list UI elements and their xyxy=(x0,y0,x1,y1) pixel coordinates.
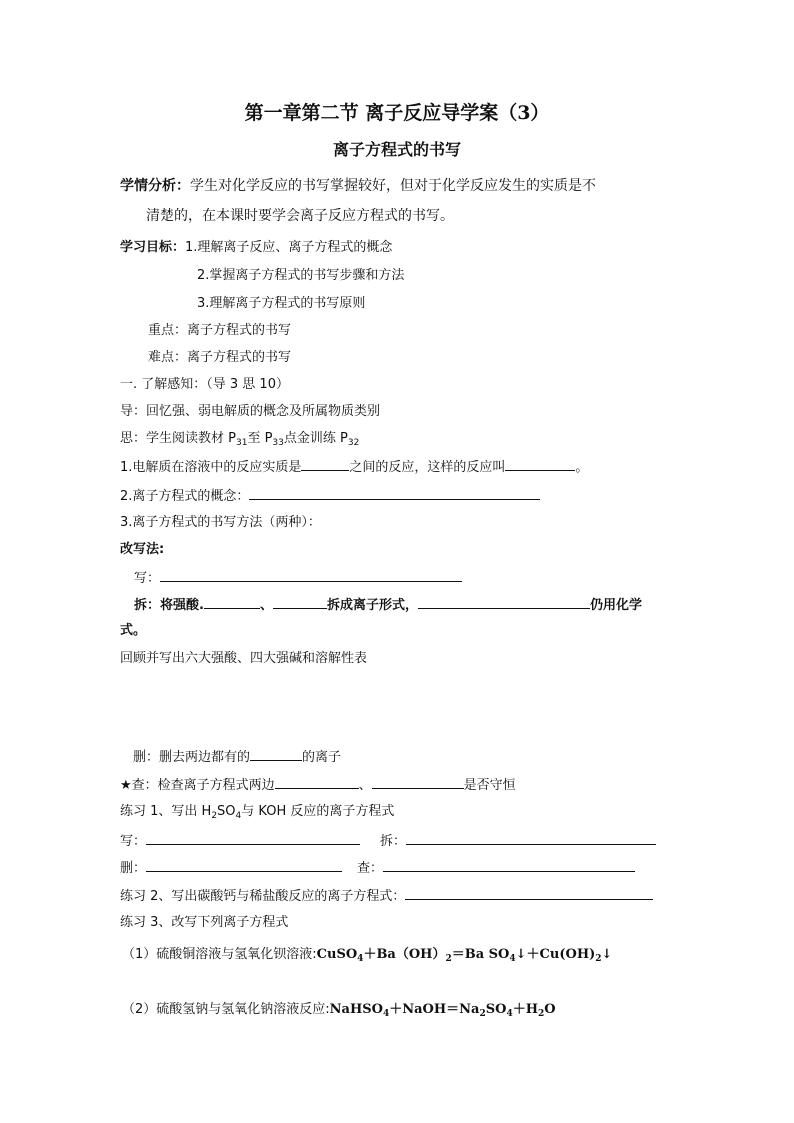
ex1-write-label: 写： xyxy=(120,834,147,849)
split-blank-3[interactable] xyxy=(418,594,590,609)
q1-blank-2[interactable] xyxy=(505,456,575,471)
split-blank-2[interactable] xyxy=(273,594,327,609)
item2-sub-3: 4 xyxy=(506,1009,513,1019)
item2-sub-4: 2 xyxy=(538,1009,545,1019)
split-step xyxy=(134,594,642,616)
think-text-a: 思：学生阅读教材 P xyxy=(120,431,236,446)
item1-part-2: ＋Ba（OH） xyxy=(363,947,446,962)
item1-part-3: ＝Ba SO xyxy=(451,947,510,962)
q1-text-b: 之间的反应，这样的反应叫 xyxy=(349,460,506,475)
split-blank-1[interactable] xyxy=(204,594,260,609)
item1-label: （1）硫酸铜溶液与氢氧化钡溶液: xyxy=(122,947,317,962)
ex2-blank[interactable] xyxy=(405,885,653,900)
split-text-c: 拆成离子形式， xyxy=(326,598,418,613)
item2-sub-1: 4 xyxy=(382,1009,390,1019)
check-blank-2[interactable] xyxy=(372,774,464,789)
think-sub-2: 33 xyxy=(272,438,284,448)
item2-label: （2）硫酸氢钠与氢氧化钠溶液反应: xyxy=(122,1002,330,1017)
page-title: 第一章第二节 离子反应导学案（3） xyxy=(244,102,550,124)
guide-line: 导：回忆强、弱电解质的概念及所属物质类别 xyxy=(120,404,381,419)
analysis-text-1: 学生对化学反应的书写掌握较好，但对于化学反应发生的实质是不 xyxy=(190,178,596,194)
q1-text-c: 。 xyxy=(575,460,589,475)
check-step xyxy=(120,774,516,796)
ex2-text: 练习 2、写出碳酸钙与稀盐酸反应的离子方程式： xyxy=(120,889,406,904)
ex1-check-label: 查： xyxy=(357,861,384,876)
item2-part-4: ＋H xyxy=(512,1002,539,1017)
q1-blank-1[interactable] xyxy=(301,456,349,471)
split-text-a: 拆：将强酸. xyxy=(134,598,204,613)
ex1-sub-2: 4 xyxy=(235,811,242,821)
ex1-check-blank[interactable] xyxy=(383,857,635,872)
exercise-3: 练习 3、改写下列离子方程式 xyxy=(120,915,289,930)
key-point: 重点：离子方程式的书写 xyxy=(148,323,292,338)
split-text-d: 仍用化学 xyxy=(589,598,642,613)
item1-sub-3: 4 xyxy=(509,954,516,964)
exercise-1 xyxy=(120,802,394,826)
think-text-b: 至 P xyxy=(247,431,273,446)
goal-item-2: 2.掌握离子方程式的书写步骤和方法 xyxy=(197,268,405,283)
check-blank-1[interactable] xyxy=(275,774,359,789)
check-text-c: 是否守恒 xyxy=(463,778,516,793)
ex1-split-label: 拆： xyxy=(380,834,407,849)
rewrite-method: 改写法: xyxy=(120,542,165,557)
check-text-b: 、 xyxy=(358,778,372,793)
ex1-write-blank[interactable] xyxy=(146,830,360,845)
section-heading: 一. 了解感知：（导 3 思 10） xyxy=(120,377,289,392)
item1-part-1: CuSO xyxy=(316,947,358,962)
delete-text-a: 删：删去两边都有的 xyxy=(133,750,251,765)
write-blank[interactable] xyxy=(160,567,462,582)
item1-sub-4: 2 xyxy=(595,954,602,964)
delete-text-b: 的离子 xyxy=(302,750,342,765)
goal-item-1: 1.理解离子反应、离子方程式的概念 xyxy=(185,240,393,255)
q2-text: 2.离子方程式的概念： xyxy=(120,489,250,504)
think-text-c: 点金训练 P xyxy=(283,431,348,446)
item1-part-4: ↓＋Cu(OH) xyxy=(515,947,596,962)
item1-part-5: ↓ xyxy=(601,947,613,962)
exercise-3-item-2 xyxy=(122,1000,556,1024)
item2-equation xyxy=(330,1002,556,1017)
ex1-check-line xyxy=(357,857,635,879)
analysis-text-2: 清楚的，在本课时要学会离子反应方程式的书写。 xyxy=(146,208,454,224)
item1-equation xyxy=(317,947,613,962)
delete-blank[interactable] xyxy=(250,746,302,761)
goals-label: 学习目标： xyxy=(120,240,186,255)
ex1-text-b: SO xyxy=(217,804,236,819)
item2-part-2: ＋NaOH＝Na xyxy=(389,1002,480,1017)
q2-blank[interactable] xyxy=(249,485,540,500)
analysis-line-1 xyxy=(120,176,596,196)
review-line: 回顾并写出六大强酸、四大强碱和溶解性表 xyxy=(120,651,368,666)
item2-sub-2: 2 xyxy=(479,1009,486,1019)
item2-part-3: SO xyxy=(485,1002,507,1017)
split-text-e: 式。 xyxy=(120,623,147,638)
write-step xyxy=(134,567,462,589)
analysis-label: 学情分析： xyxy=(120,178,190,194)
q1-text-a: 1.电解质在溶液中的反应实质是 xyxy=(120,460,302,475)
write-label: 写： xyxy=(134,571,161,586)
item1-sub-2: 2 xyxy=(445,954,452,964)
ex1-text-a: 练习 1、写出 H xyxy=(120,804,212,819)
think-line xyxy=(120,429,359,453)
item1-sub-1: 4 xyxy=(357,954,364,964)
ex1-split-line xyxy=(380,830,656,852)
item2-part-5: O xyxy=(544,1002,556,1017)
question-2 xyxy=(120,485,540,507)
difficulty-point: 难点：离子方程式的书写 xyxy=(148,350,292,365)
ex1-text-c: 与 KOH 反应的离子方程式 xyxy=(241,804,395,819)
ex1-sub-1: 2 xyxy=(211,811,218,821)
goal-item-3: 3.理解离子方程式的书写原则 xyxy=(197,296,366,311)
ex1-split-blank[interactable] xyxy=(406,830,656,845)
exercise-2 xyxy=(120,885,653,907)
split-text-b: 、 xyxy=(259,598,273,613)
goals-line-1 xyxy=(120,238,392,258)
exercise-3-item-1 xyxy=(122,945,612,969)
page-subtitle: 离子方程式的书写 xyxy=(332,140,461,159)
check-text-a: ★查：检查离子方程式两边 xyxy=(120,778,275,793)
think-sub-1: 31 xyxy=(235,438,248,448)
ex1-delete-blank[interactable] xyxy=(146,857,342,872)
think-sub-3: 32 xyxy=(347,438,360,448)
question-3: 3.离子方程式的书写方法（两种）： xyxy=(120,515,321,530)
ex1-write-line xyxy=(120,830,360,852)
delete-step xyxy=(133,746,341,768)
ex1-delete-line xyxy=(120,857,342,879)
item2-part-1: NaHSO xyxy=(329,1002,383,1017)
question-1 xyxy=(120,456,588,478)
ex1-delete-label: 删： xyxy=(120,861,147,876)
